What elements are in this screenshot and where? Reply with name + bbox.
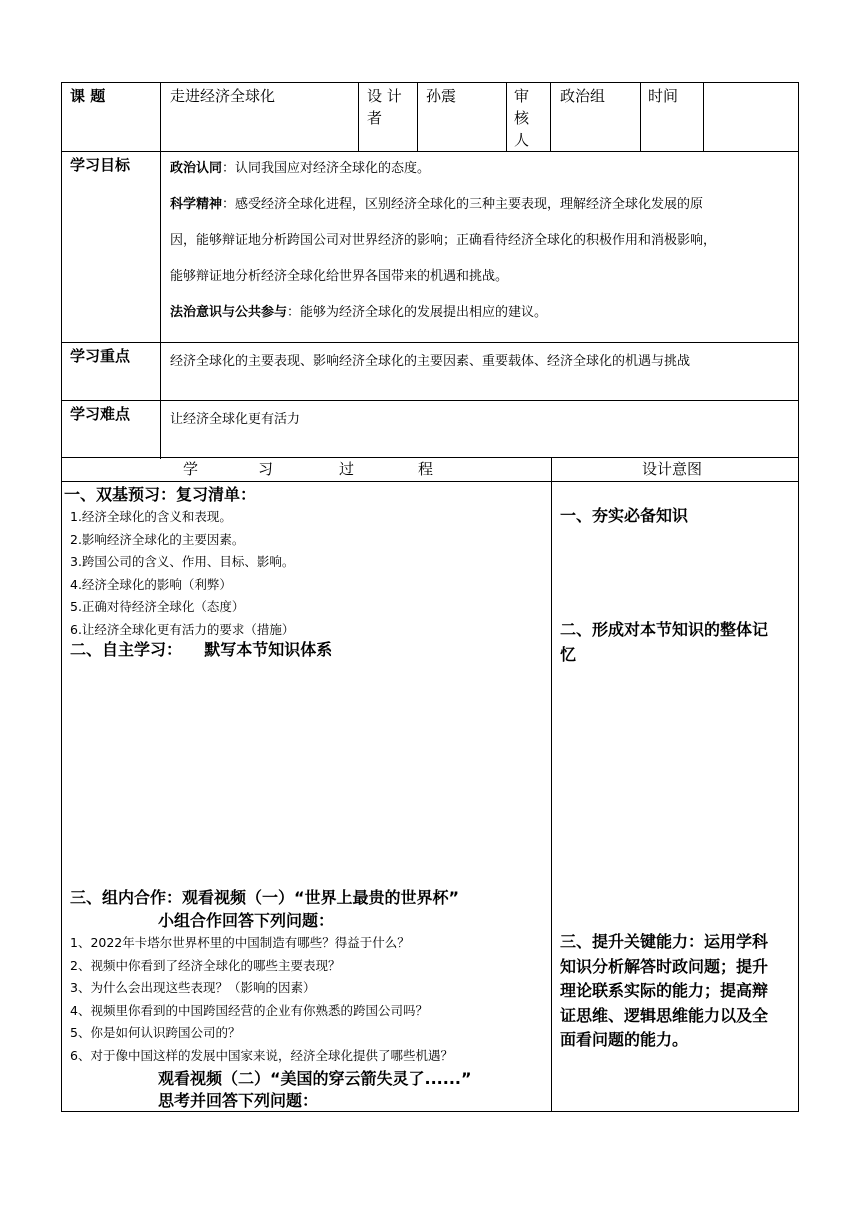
goal-line	[170, 151, 794, 187]
design-line: 忆	[560, 644, 577, 664]
difficulty-text: 让经济全球化更有活力	[170, 412, 301, 427]
goal-title: 政治认同	[170, 161, 223, 176]
list-item: 5.正确对待经济全球化（态度）	[70, 599, 245, 614]
section2-title: 二、自主学习： 默写本节知识体系	[70, 640, 333, 659]
process-title-char: 程	[418, 460, 434, 478]
list-item: 2、视频中你看到了经济全球化的哪些主要表现？	[70, 957, 341, 973]
section3-list	[70, 932, 453, 1067]
topic-label: 课 题	[70, 87, 106, 105]
group-value: 政治组	[560, 87, 606, 105]
list-item: 2.影响经济全球化的主要因素。	[70, 531, 245, 547]
design-line: 知识分析解答时政问题；提升	[560, 956, 769, 976]
design-line: 理论联系实际的能力；提高辩	[560, 981, 769, 1000]
design-intent-3	[560, 930, 768, 1053]
process-title-char: 习	[258, 460, 274, 478]
design-line: 二、形成对本节知识的整体记	[560, 620, 769, 639]
design-intent-1: 一、夯实必备知识	[560, 506, 689, 525]
time-label: 时间	[648, 87, 679, 105]
design-title: 设计意图	[642, 460, 703, 478]
reviewer-label: 审 核 人	[514, 87, 530, 149]
design-line: 面看问题的能力。	[560, 1030, 689, 1049]
goal-title: 法治意识与公共参与	[170, 305, 288, 320]
goal-text: ：认同我国应对经济全球化的态度。	[222, 161, 431, 176]
list-item: 4、视频里你看到的中国跨国经营的企业有你熟悉的跨国公司吗？	[70, 1002, 428, 1018]
section3-subtitle: 小组合作回答下列问题：	[158, 911, 335, 930]
goal-text: ：能够为经济全球化的发展提出相应的建议。	[287, 305, 548, 320]
section3-title: 三、组内合作：观看视频（一）“世界上最贵的世界杯”	[70, 888, 460, 907]
video2-subtitle: 思考并回答下列问题：	[158, 1091, 319, 1110]
list-item: 5、你是如何认识跨国公司的？	[70, 1025, 241, 1040]
info-table	[61, 82, 799, 458]
design-line: 三、提升关键能力：运用学科	[560, 932, 769, 951]
goal-line	[170, 223, 794, 259]
topic-value: 走进经济全球化	[170, 87, 276, 105]
goal-line	[170, 187, 794, 223]
key-points-label: 学习重点	[70, 347, 131, 365]
goals-label: 学习目标	[70, 156, 131, 174]
goal-text: ：感受经济全球化进程，区别经济全球化的三种主要表现，理解经济全球化发展的原	[222, 197, 704, 212]
list-item: 1.经济全球化的含义和表现。	[70, 509, 232, 524]
goal-text: 因，能够辩证地分析跨国公司对世界经济的影响；正确看待经济全球化的积极作用和消极影响，	[170, 233, 717, 248]
goal-text: 能够辩证地分析经济全球化给世界各国带来的机遇和挑战。	[170, 269, 509, 284]
list-item: 3、为什么会出现这些表现？（影响的因素）	[70, 980, 316, 995]
goal-title: 科学精神	[170, 197, 223, 212]
list-item: 4.经济全球化的影响（利弊）	[70, 576, 232, 592]
difficulty-label: 学习难点	[70, 405, 131, 423]
goal-line	[170, 295, 794, 331]
key-points-text: 经济全球化的主要表现、影响经济全球化的主要因素、重要载体、经济全球化的机遇与挑战	[170, 354, 691, 369]
process-table	[61, 458, 799, 1112]
design-intent-2	[560, 618, 768, 667]
process-title-char: 学	[183, 460, 199, 478]
goal-line	[170, 259, 794, 295]
list-item: 1、2022年卡塔尔世界杯里的中国制造有哪些？得益于什么？	[70, 935, 410, 950]
list-item: 3.跨国公司的含义、作用、目标、影响。	[70, 554, 295, 569]
designer-label: 设 计 者	[367, 87, 402, 127]
goals-content	[170, 151, 794, 331]
design-line: 证思维、逻辑思维能力以及全	[560, 1005, 769, 1025]
list-item: 6.让经济全球化更有活力的要求（措施）	[70, 621, 295, 637]
section1-title: 一、双基预习：复习清单：	[64, 485, 257, 504]
list-item: 6、对于像中国这样的发展中国家来说，经济全球化提供了哪些机遇？	[70, 1047, 453, 1063]
designer-value: 孙震	[426, 87, 457, 105]
section1-list	[70, 506, 294, 641]
process-title-char: 过	[339, 460, 355, 478]
video2-title: 观看视频（二）“美国的穿云箭失灵了......”	[158, 1069, 472, 1088]
